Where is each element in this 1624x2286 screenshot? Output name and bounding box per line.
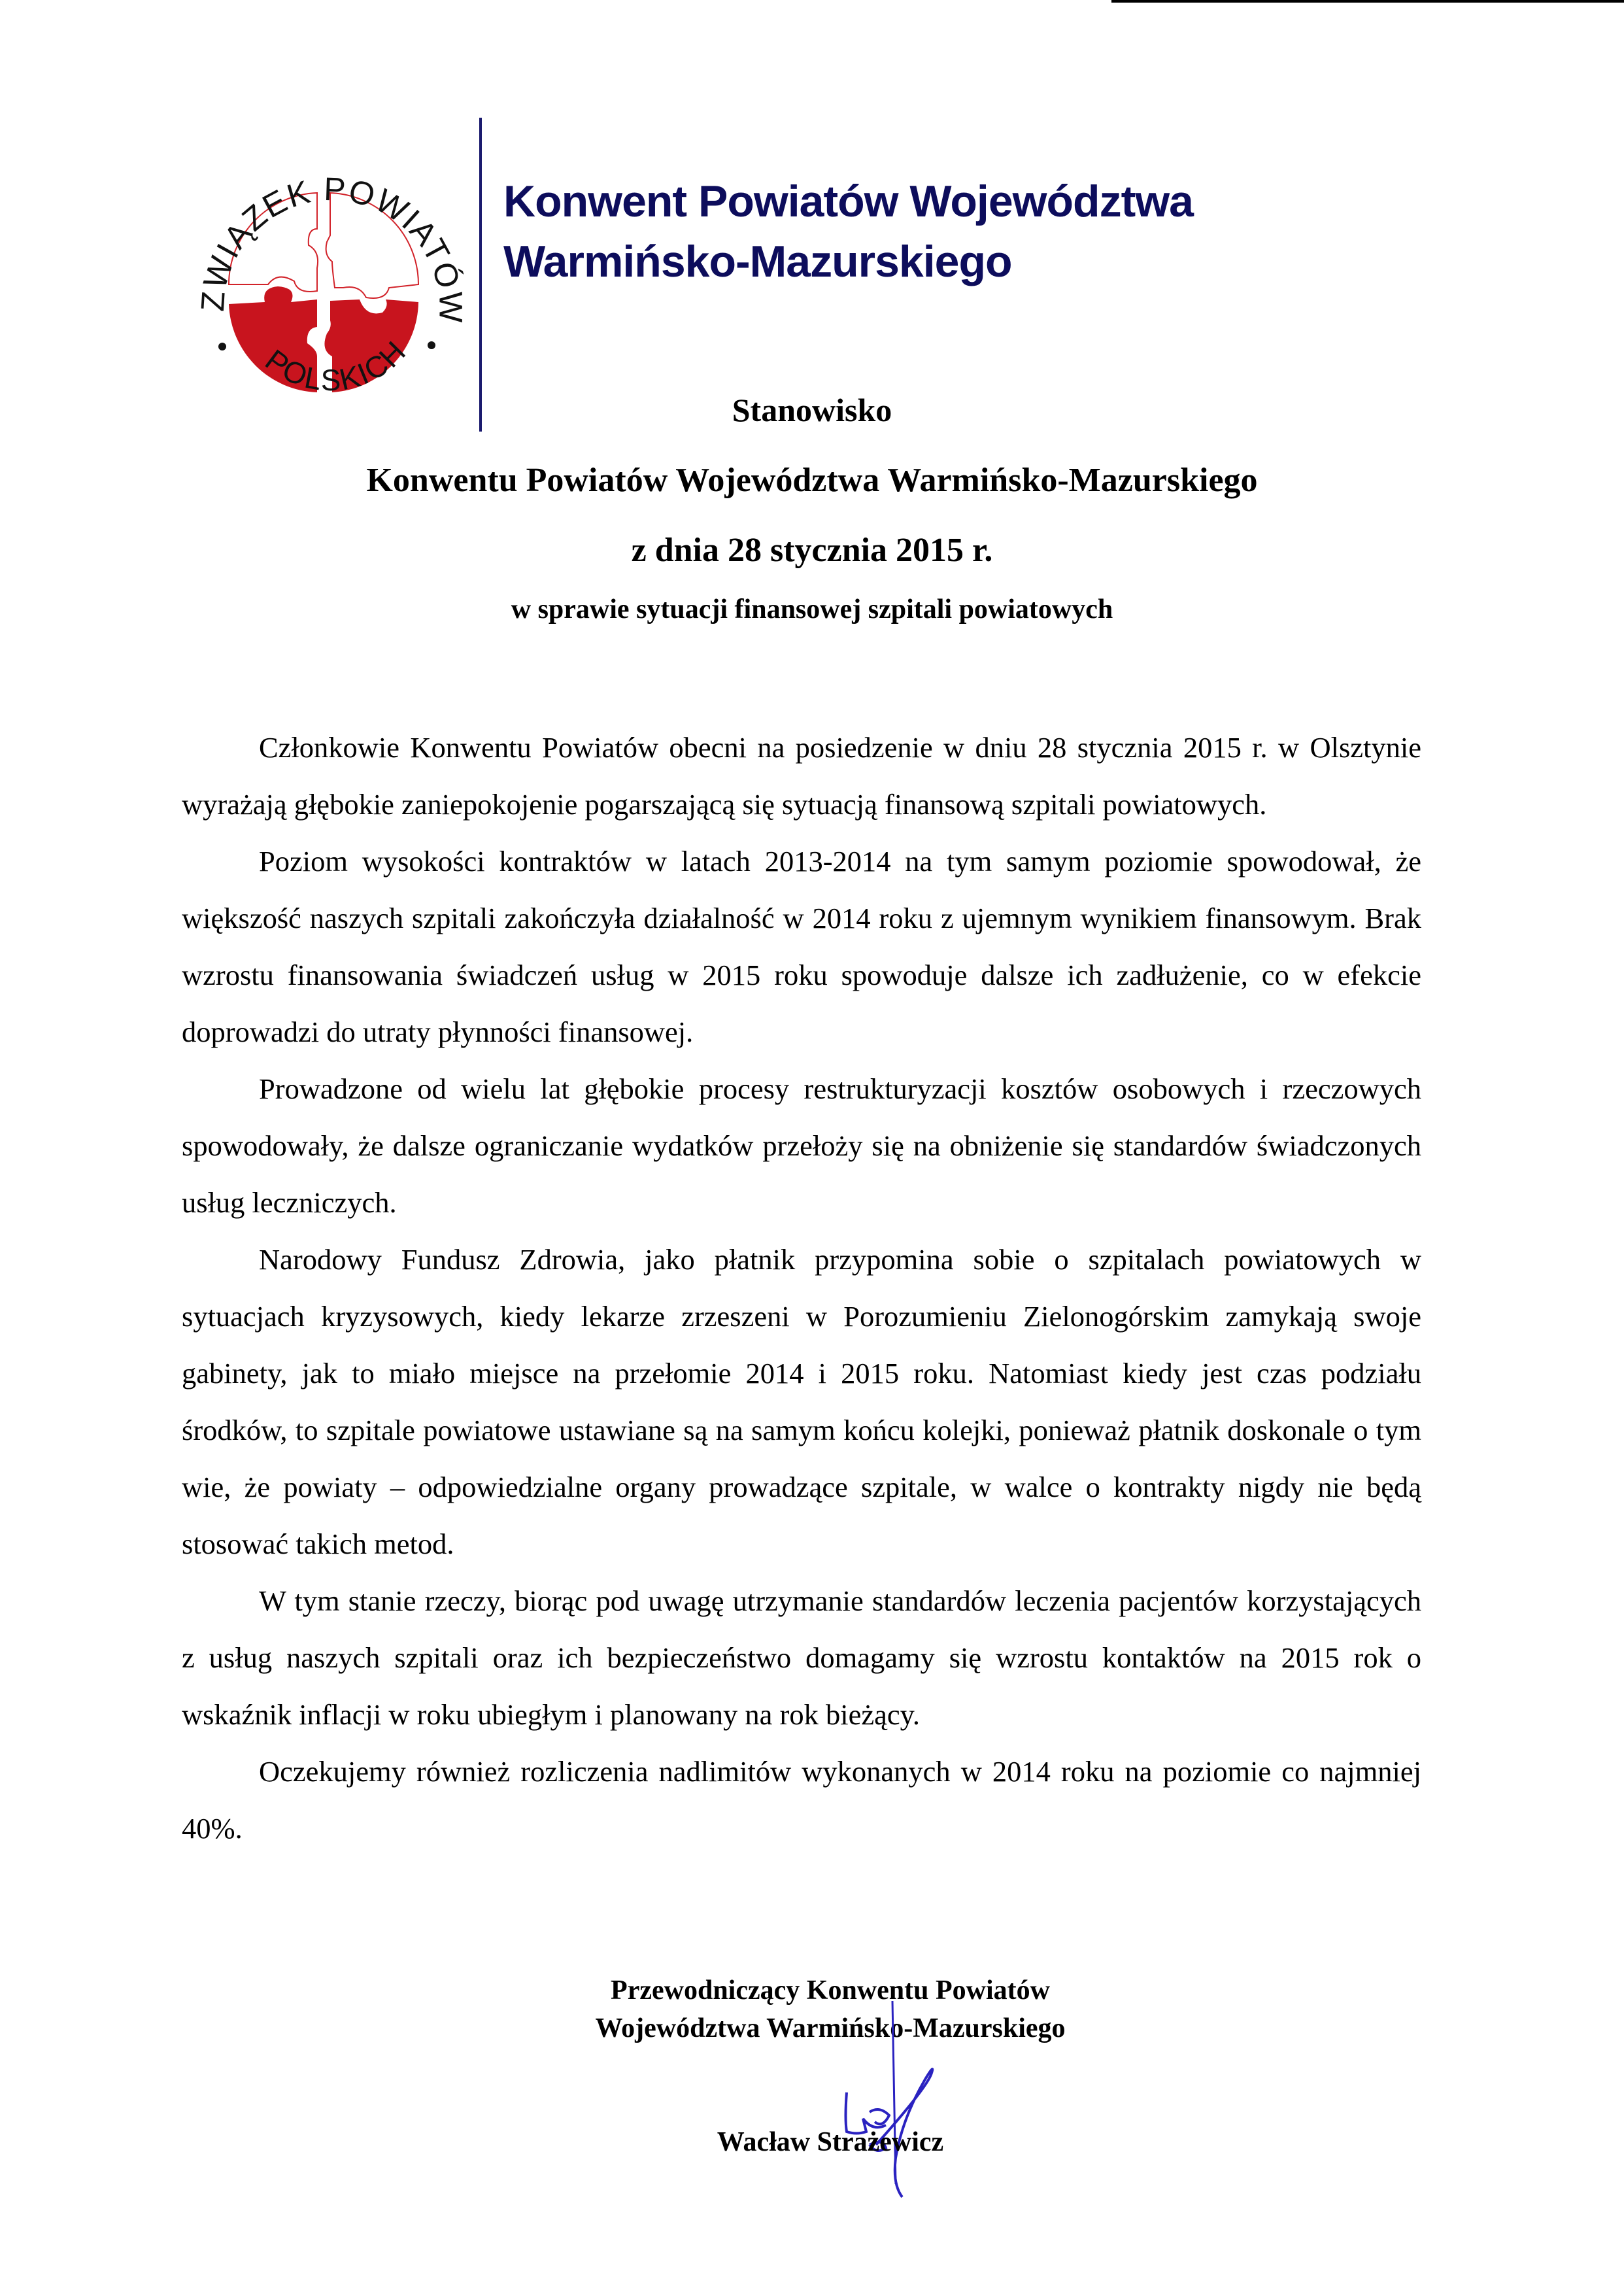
zwiazek-powiatow-polskich-logo-icon (163, 131, 490, 432)
scan-edge-artifact (1111, 0, 1624, 3)
body-paragraph: Prowadzone od wielu lat głębokie procesy restrukturyzacji kosztów osobowych i rzeczowych spowodowały, że dalsze ograniczanie wydatków przełoży się na obniżenie się standardów świadczonych usług leczniczych. (182, 1072, 1421, 1219)
org-title-line-1: Konwent Powiatów Województwa (503, 177, 1193, 226)
letterhead-org-title (503, 171, 1193, 292)
subject-heading: w sprawie sytuacji finansowej szpitali powiatowych (511, 594, 1113, 624)
signatory-name: Wacław Strażewicz (717, 2127, 944, 2157)
body-paragraph: W tym stanie rzeczy, biorąc pod uwagę utrzymanie standardów leczenia pacjentów korzystających z usług naszych szpitali oraz ich bezpieczeństwo domagamy się wzrostu kontaktów na 2015 rok o wskaźnik inflacji w roku ubiegłym i planowany na rok bieżący. (182, 1584, 1421, 1731)
body-paragraph: Członkowie Konwentu Powiatów obecni na posiedzenie w dniu 28 stycznia 2015 r. w Olsztynie wyrażają głębokie zaniepokojenie pogarszającą się sytuacją finansową szpitali powiatowych. (182, 731, 1421, 821)
document-type-heading: Stanowisko (732, 392, 892, 428)
document-body (182, 719, 1421, 1857)
body-paragraph: Narodowy Fundusz Zdrowia, jako płatnik przypomina sobie o szpitalach powiatowych w sytuacjach kryzysowych, kiedy lekarze zrzeszeni w Porozumieniu Zielonogórskim zamykają swoje gabinety, jak to miało miejsce na przełomie 2014 i 2015 roku. Natomiast kiedy jest czas podziału środków, to szpitale powiatowe ustawiane są na samym końcu kolejki, ponieważ płatnik doskonale o tym wie, że powiaty – odpowiedzialne organy prowadzące szpitale, w walce o kontrakty nigdy nie będą stosować takich metod. (182, 1243, 1421, 1560)
date-heading: z dnia 28 stycznia 2015 r. (631, 532, 993, 569)
issuer-heading: Konwentu Powiatów Województwa Warmińsko-Mazurskiego (366, 462, 1258, 499)
body-paragraph: Oczekujemy również rozliczenia nadlimitów wykonanych w 2014 roku na poziomie co najmniej 40%. (182, 1755, 1421, 1845)
svg-text:POLSKICH: POLSKICH (259, 333, 413, 398)
signatory-title-line-1: Przewodniczący Konwentu Powiatów (611, 1975, 1050, 2005)
body-paragraph: Poziom wysokości kontraktów w latach 2013-2014 na tym samym poziomie spowodował, że większość naszych szpitali zakończyła działalność w 2014 roku z ujemnym wynikiem finansowym. Brak wzrostu finansowania świadczeń usług w 2015 roku spowoduje dalsze ich zadłużenie, co w efekcie doprowadzi do utraty płynności finansowej. (182, 845, 1421, 1048)
signatory-title-line-2: Województwa Warmińsko-Mazurskiego (595, 2013, 1066, 2043)
svg-text:ZWIĄZEK POWIATÓW: ZWIĄZEK POWIATÓW (194, 170, 469, 324)
org-title-line-2: Warmińsko-Mazurskiego (503, 237, 1012, 286)
letterhead-divider (479, 118, 482, 432)
handwritten-signature-icon (771, 1988, 968, 2204)
